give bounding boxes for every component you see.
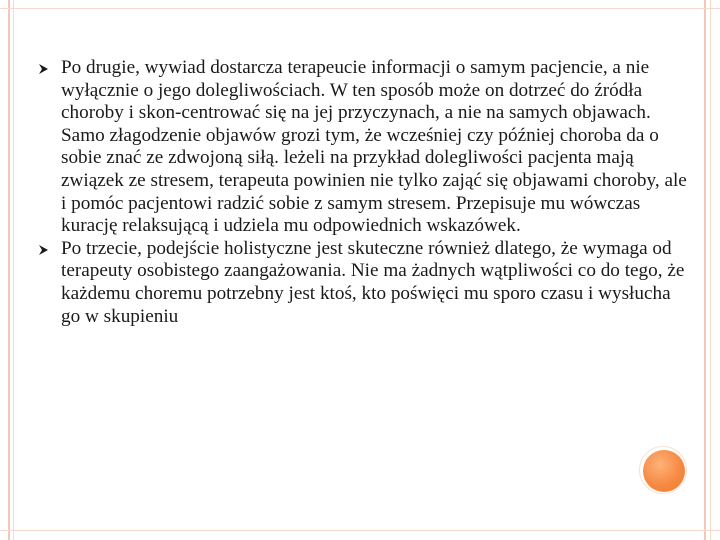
arrow-bullet-icon (38, 63, 49, 75)
frame-left-inner-line (13, 0, 14, 540)
frame-right-line (704, 0, 706, 540)
frame-left-line (8, 0, 10, 540)
frame-top-line (0, 8, 720, 9)
bullet-item-1 (38, 57, 688, 238)
bullet-text-1: Po drugie, wywiad dostarcza terapeucie informacji o samym pacjencie, a nie wyłącznie o jego dolegliwościach. W ten sposób może on dotrzeć do źródła choroby i skon-centrować się na jej przyczynach, a nie na samych objawach. Samo złagodzenie objawów grozi tym, że wcześniej czy później choroba da o sobie znać ze zdwojoną siłą. leżeli na przykład dolegliwości pacjenta mają związek ze stresem, terapeuta powinien nie tylko zająć się objawami choroby, ale i pomóc pacjentowi radzić sobie z samym stresem. Przepisuje mu wówczas kurację relaksującą i udziela mu odpowiednich wskazówek. (61, 57, 687, 237)
decorative-orange-circle (643, 450, 685, 492)
frame-right-inner-line (710, 0, 711, 540)
frame-bottom-line (0, 530, 720, 531)
arrow-bullet-icon (38, 244, 49, 256)
slide-content (38, 57, 688, 328)
bullet-item-2 (38, 238, 688, 328)
bullet-text-2: Po trzecie, podejście holistyczne jest skuteczne również dlatego, że wymaga od terapeuty osobistego zaangażowania. Nie ma żadnych wątpliwości co do tego, że każdemu choremu potrzebny jest ktoś, kto poświęci mu sporo czasu i wysłucha go w skupieniu (61, 237, 685, 327)
